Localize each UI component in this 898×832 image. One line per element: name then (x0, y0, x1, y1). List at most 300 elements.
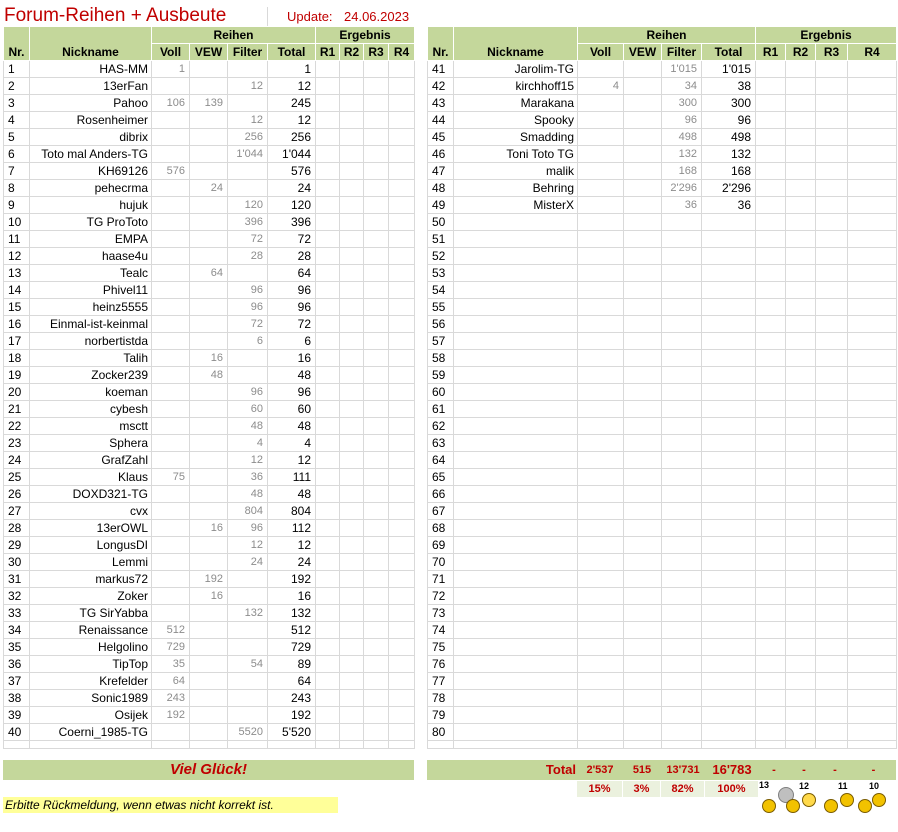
row-vew (190, 214, 228, 231)
row-r1 (316, 537, 340, 554)
table-row (428, 537, 897, 554)
row-r3 (364, 180, 389, 197)
row-vew (624, 316, 662, 333)
row-nickname: GrafZahl (30, 452, 152, 469)
row-r2 (340, 537, 364, 554)
row-filter (662, 333, 702, 350)
row-nr: 29 (4, 537, 30, 554)
row-r4 (848, 265, 897, 282)
row-nickname: MisterX (454, 197, 578, 214)
row-filter (662, 248, 702, 265)
row-filter (662, 724, 702, 741)
table-row (4, 469, 415, 486)
row-r3 (816, 214, 848, 231)
smiley-11-icon (824, 799, 838, 813)
row-filter (662, 639, 702, 656)
row-nr: 36 (4, 656, 30, 673)
row-r4 (848, 316, 897, 333)
row-total (702, 588, 756, 605)
update-date: 24.06.2023 (344, 9, 410, 24)
row-r2 (340, 350, 364, 367)
row-total: 96 (268, 282, 316, 299)
row-r2 (786, 605, 816, 622)
row-r1 (316, 163, 340, 180)
row-total: 576 (268, 163, 316, 180)
spacer-cell (30, 741, 152, 749)
row-total: 36 (702, 197, 756, 214)
row-r4 (389, 724, 415, 741)
row-voll (152, 316, 190, 333)
row-voll: 512 (152, 622, 190, 639)
row-nickname: Sphera (30, 435, 152, 452)
row-nickname: DOXD321-TG (30, 486, 152, 503)
row-r4 (848, 673, 897, 690)
row-nickname: dibrix (30, 129, 152, 146)
row-nr: 30 (4, 554, 30, 571)
table-row (428, 231, 897, 248)
row-total: 1'044 (268, 146, 316, 163)
row-r2 (786, 486, 816, 503)
row-r1 (756, 401, 786, 418)
row-filter: 54 (228, 656, 268, 673)
row-vew (190, 78, 228, 95)
row-nickname (454, 401, 578, 418)
row-nr: 50 (428, 214, 454, 231)
row-r1 (316, 554, 340, 571)
row-r2 (786, 435, 816, 452)
row-r1 (756, 163, 786, 180)
row-r1 (316, 248, 340, 265)
row-filter: 34 (662, 78, 702, 95)
row-r1 (316, 418, 340, 435)
row-r2 (340, 299, 364, 316)
row-nickname: Renaissance (30, 622, 152, 639)
row-r1 (756, 605, 786, 622)
row-nickname: hujuk (30, 197, 152, 214)
row-r2 (340, 503, 364, 520)
row-nr: 72 (428, 588, 454, 605)
row-voll (152, 248, 190, 265)
row-nr: 1 (4, 61, 30, 78)
row-voll (152, 486, 190, 503)
total-r1: - (772, 764, 776, 776)
row-r2 (786, 588, 816, 605)
spacer-cell (578, 741, 624, 749)
row-r2 (340, 78, 364, 95)
table-spacer-row (4, 741, 415, 749)
row-total (702, 656, 756, 673)
row-vew (190, 656, 228, 673)
row-r2 (340, 129, 364, 146)
row-r1 (756, 554, 786, 571)
row-r3 (364, 129, 389, 146)
row-nickname: pehecrma (30, 180, 152, 197)
row-r1 (756, 350, 786, 367)
row-r3 (816, 418, 848, 435)
row-nr: 71 (428, 571, 454, 588)
emoji-label-11: 11 (838, 781, 848, 791)
row-filter: 2'296 (662, 180, 702, 197)
percent-filter: 82% (661, 781, 704, 797)
row-r4 (389, 656, 415, 673)
row-r2 (340, 690, 364, 707)
table-row (428, 605, 897, 622)
row-nickname: koeman (30, 384, 152, 401)
row-nr: 42 (428, 78, 454, 95)
row-r4 (389, 384, 415, 401)
row-filter (662, 690, 702, 707)
table-row (428, 316, 897, 333)
row-voll (578, 231, 624, 248)
row-r3 (364, 248, 389, 265)
row-nickname: cybesh (30, 401, 152, 418)
table-row (4, 78, 415, 95)
col-voll: Voll (578, 44, 624, 61)
row-total (702, 367, 756, 384)
row-r2 (340, 180, 364, 197)
row-r1 (316, 639, 340, 656)
row-nickname (454, 622, 578, 639)
table-row (428, 197, 897, 214)
row-vew (624, 163, 662, 180)
row-vew (624, 129, 662, 146)
row-voll (152, 350, 190, 367)
row-filter: 1'015 (662, 61, 702, 78)
row-total: 12 (268, 537, 316, 554)
row-vew (190, 163, 228, 180)
row-r3 (364, 673, 389, 690)
smiley-10-icon (858, 799, 872, 813)
row-r4 (389, 418, 415, 435)
row-nr: 55 (428, 299, 454, 316)
table-row (4, 350, 415, 367)
row-voll (578, 384, 624, 401)
row-r3 (816, 61, 848, 78)
table-row (428, 61, 897, 78)
row-vew (190, 231, 228, 248)
row-r3 (364, 78, 389, 95)
row-total (702, 282, 756, 299)
table-row (428, 503, 897, 520)
row-r2 (340, 282, 364, 299)
row-nickname (454, 554, 578, 571)
row-r1 (756, 180, 786, 197)
row-voll (578, 537, 624, 554)
row-total (702, 622, 756, 639)
row-filter: 12 (228, 537, 268, 554)
row-r4 (848, 214, 897, 231)
total-sum: 16'783 (712, 762, 752, 777)
row-r4 (389, 299, 415, 316)
table-row (428, 112, 897, 129)
row-r1 (756, 367, 786, 384)
row-r2 (340, 384, 364, 401)
row-voll (152, 146, 190, 163)
row-filter (662, 367, 702, 384)
table-row (4, 418, 415, 435)
row-voll (152, 231, 190, 248)
row-voll: 192 (152, 707, 190, 724)
row-r3 (364, 724, 389, 741)
row-r3 (816, 656, 848, 673)
row-nr: 11 (4, 231, 30, 248)
row-nr: 64 (428, 452, 454, 469)
row-r4 (389, 435, 415, 452)
row-total (702, 503, 756, 520)
row-r3 (816, 639, 848, 656)
table-row (428, 690, 897, 707)
row-r4 (389, 622, 415, 639)
row-voll (152, 520, 190, 537)
row-total: 12 (268, 452, 316, 469)
row-nr: 19 (4, 367, 30, 384)
spacer-cell (662, 741, 702, 749)
spacer-cell (428, 741, 454, 749)
table-row (4, 180, 415, 197)
row-filter: 96 (228, 282, 268, 299)
row-vew (624, 265, 662, 282)
row-vew (624, 605, 662, 622)
row-total: 804 (268, 503, 316, 520)
row-voll: 576 (152, 163, 190, 180)
row-voll (152, 384, 190, 401)
row-total: 192 (268, 707, 316, 724)
row-r4 (389, 163, 415, 180)
table-spacer-row (428, 741, 897, 749)
emoji-icons (758, 781, 898, 817)
table-row (428, 656, 897, 673)
row-vew (190, 401, 228, 418)
row-r3 (816, 146, 848, 163)
row-r4 (848, 180, 897, 197)
row-voll (578, 316, 624, 333)
row-nickname (454, 639, 578, 656)
row-voll: 1 (152, 61, 190, 78)
row-voll (578, 333, 624, 350)
row-filter (662, 622, 702, 639)
row-nickname (454, 435, 578, 452)
row-total: 256 (268, 129, 316, 146)
row-r3 (816, 367, 848, 384)
row-total: 192 (268, 571, 316, 588)
row-r1 (756, 384, 786, 401)
row-vew (190, 724, 228, 741)
row-total: 48 (268, 486, 316, 503)
row-total (702, 452, 756, 469)
table-row (428, 469, 897, 486)
row-total: 72 (268, 231, 316, 248)
row-r1 (316, 673, 340, 690)
row-r1 (316, 503, 340, 520)
row-r2 (786, 707, 816, 724)
group-reihen: Reihen (152, 27, 316, 44)
table-row (4, 61, 415, 78)
row-voll (578, 656, 624, 673)
row-r3 (364, 299, 389, 316)
row-r1 (756, 282, 786, 299)
row-vew (190, 469, 228, 486)
row-r2 (786, 384, 816, 401)
row-r3 (816, 571, 848, 588)
row-vew (624, 520, 662, 537)
row-voll (578, 418, 624, 435)
table-row (4, 265, 415, 282)
row-filter (662, 316, 702, 333)
row-total (702, 333, 756, 350)
row-total: 38 (702, 78, 756, 95)
row-voll (578, 214, 624, 231)
row-nickname (454, 537, 578, 554)
row-r4 (848, 95, 897, 112)
table-row (428, 367, 897, 384)
row-r3 (816, 248, 848, 265)
row-r1 (316, 282, 340, 299)
row-r2 (340, 214, 364, 231)
row-total: 132 (702, 146, 756, 163)
row-total: 96 (702, 112, 756, 129)
table-row (4, 248, 415, 265)
row-r3 (364, 214, 389, 231)
row-nr: 32 (4, 588, 30, 605)
row-r1 (316, 724, 340, 741)
row-voll (152, 605, 190, 622)
row-r2 (786, 724, 816, 741)
table-row (428, 520, 897, 537)
row-r2 (786, 112, 816, 129)
row-r3 (364, 571, 389, 588)
row-filter: 6 (228, 333, 268, 350)
row-vew (190, 690, 228, 707)
row-filter (228, 265, 268, 282)
row-nickname: heinz5555 (30, 299, 152, 316)
row-total: 132 (268, 605, 316, 622)
table-row (428, 299, 897, 316)
row-r3 (816, 707, 848, 724)
col-r2: R2 (786, 44, 816, 61)
row-r2 (340, 418, 364, 435)
total-r2: - (802, 764, 806, 776)
row-filter: 12 (228, 112, 268, 129)
row-filter: 96 (228, 299, 268, 316)
row-r1 (756, 78, 786, 95)
row-r1 (756, 486, 786, 503)
row-r4 (389, 197, 415, 214)
row-nickname: haase4u (30, 248, 152, 265)
row-vew (190, 384, 228, 401)
row-nickname: markus72 (30, 571, 152, 588)
row-filter: 4 (228, 435, 268, 452)
row-r1 (316, 486, 340, 503)
row-nr: 66 (428, 486, 454, 503)
row-filter (228, 588, 268, 605)
row-nickname (454, 673, 578, 690)
row-nr: 56 (428, 316, 454, 333)
row-r3 (364, 520, 389, 537)
row-r3 (364, 452, 389, 469)
row-filter: 12 (228, 78, 268, 95)
table-row (4, 299, 415, 316)
row-filter: 1'044 (228, 146, 268, 163)
row-r2 (340, 367, 364, 384)
spacer-cell (316, 741, 340, 749)
row-vew (190, 622, 228, 639)
row-r2 (340, 146, 364, 163)
row-r3 (816, 503, 848, 520)
row-voll: 64 (152, 673, 190, 690)
row-r3 (816, 724, 848, 741)
table-row (4, 690, 415, 707)
row-r4 (848, 418, 897, 435)
table-row (428, 78, 897, 95)
row-nickname (454, 690, 578, 707)
row-r3 (816, 486, 848, 503)
page-title: Forum-Reihen + Ausbeute (4, 5, 227, 26)
row-vew: 139 (190, 95, 228, 112)
row-nickname: Toni Toto TG (454, 146, 578, 163)
row-r1 (316, 520, 340, 537)
row-r1 (316, 605, 340, 622)
table-row (4, 112, 415, 129)
row-r4 (389, 673, 415, 690)
spacer-cell (4, 741, 30, 749)
row-r4 (848, 350, 897, 367)
row-nr: 4 (4, 112, 30, 129)
row-filter: 72 (228, 316, 268, 333)
row-vew (624, 401, 662, 418)
row-nr: 65 (428, 469, 454, 486)
row-r1 (316, 265, 340, 282)
row-r4 (848, 401, 897, 418)
row-total (702, 690, 756, 707)
row-r3 (816, 690, 848, 707)
row-r3 (364, 231, 389, 248)
row-r3 (816, 588, 848, 605)
row-vew (190, 452, 228, 469)
col-total: Total (702, 44, 756, 61)
row-filter (662, 656, 702, 673)
row-total: 48 (268, 367, 316, 384)
col-r4: R4 (389, 44, 415, 61)
col-filter: Filter (228, 44, 268, 61)
col-r2: R2 (340, 44, 364, 61)
row-r4 (389, 146, 415, 163)
row-nr: 41 (428, 61, 454, 78)
row-total: 111 (268, 469, 316, 486)
table-row (428, 129, 897, 146)
row-vew (624, 537, 662, 554)
row-r2 (786, 78, 816, 95)
row-nr: 24 (4, 452, 30, 469)
row-r3 (816, 180, 848, 197)
row-r2 (340, 316, 364, 333)
row-nr: 45 (428, 129, 454, 146)
row-vew: 16 (190, 520, 228, 537)
row-nickname: Phivel11 (30, 282, 152, 299)
row-nickname (454, 452, 578, 469)
row-nr: 15 (4, 299, 30, 316)
row-nr: 57 (428, 333, 454, 350)
row-filter (662, 605, 702, 622)
row-r2 (786, 520, 816, 537)
table-row (428, 639, 897, 656)
row-r3 (816, 299, 848, 316)
row-filter (662, 503, 702, 520)
row-vew (190, 248, 228, 265)
table-row (4, 639, 415, 656)
row-nr: 44 (428, 112, 454, 129)
row-r3 (364, 61, 389, 78)
row-total (702, 435, 756, 452)
